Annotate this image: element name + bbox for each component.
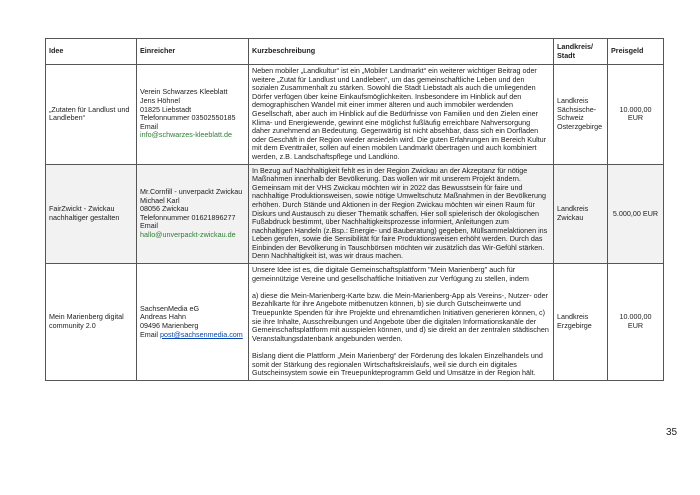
header-idea: Idee (46, 39, 137, 65)
prize-table (45, 38, 664, 381)
description-paragraph: In Bezug auf Nachhaltigkeit fehlt es in der Region Zwickau an der Akzeptanz für nötige Maßnahmen innerhalb der Bevölkerung. Das wollen wir mit unserem Projekt ändern. Gemeinsam mit der VHS Zwickau möchten wir in 2022 das Bewusstsein für faire und nachhaltige Produktionsweisen, sowie nötige Umweltschutz Maßnahmen in der Bevölkerung erhöhen. Durch Stände und Aktionen in der Region Zwickau möchten wir einen Raum für Diskurs und Austausch zu dieser Thematik schaffen. Hier soll spielerisch der ökologischen Fußabdruck bestimmt, über Nachhaltigkeitsprozesse informiert, Anleitungen zum nachhaltigen Handeln (z.Bsp.: Energie- und Bauberatung) gegeben, Müllsammelaktionen ins Leben gerufen, sowie die Sensibilität für faire Produktionsweisen erhöht werden. Durch das Einbinden der Bevölkerung in Tauschbörsen möchten wir zusätzlich das Wir-Gefühl stärken. Denn Nachhaltigkeit ist, was wir draus machen. (252, 165, 548, 261)
cell-district: Landkreis Sächsische-Schweiz Osterzgebirge (554, 65, 608, 165)
submitter-email-label: Email (140, 221, 158, 231)
submitter-person: Jens Höhnel (140, 96, 180, 106)
description-paragraph: Unsere Idee ist es, die digitale Gemeinschaftsplattform "Mein Marienberg" auch für gemeinnützige Vereine und gesellschaftliche Initiativen zur Verfügung zu stellen, indem (252, 265, 529, 283)
table-row (46, 264, 664, 381)
submitter-person: Andreas Hahn (140, 312, 186, 322)
page-number: 35 (666, 427, 678, 438)
cell-prize: 10.000,00 EUR (608, 65, 664, 165)
cell-submitter (137, 65, 249, 165)
submitter-address: 08056 Zwickau (140, 204, 189, 214)
submitter-email[interactable]: post@sachsenmedia.com (159, 329, 243, 339)
submitter-email-line (140, 331, 245, 340)
cell-district: Landkreis Erzgebirge (554, 264, 608, 381)
submitter-email[interactable]: info@schwarzes-kleeblatt.de (140, 130, 232, 140)
table-row (46, 65, 664, 165)
description-paragraph: a) diese die Mein-Marienberg-Karte bzw. die Mein-Marienberg-App als Vereins-, Nutzer- oder Bezahlkarte für ihre Angebote mitbenutzen können, b) sie durch Gutscheinwerte und Treuepunkte Spenden für ihre Projekte und ehrenamtlichen Initiativen generieren können, c) sie ihre Inhalte, Ausschreibungen und Angebote über die digitalen Informationskanäle der Gemeinschaftsplattform mit ausspielen können, und d) sie direkt an der zentralen städtischen Veranstaltungsdatenbank angebunden werden. (252, 290, 549, 343)
submitter-address: 09496 Marienberg (140, 320, 199, 330)
cell-prize: 10.000,00 EUR (608, 264, 664, 381)
submitter-email[interactable]: hallo@unverpackt-zwickau.de (140, 229, 236, 239)
submitter-person: Michael Karl (140, 195, 180, 205)
header-prize: Preisgeld (608, 39, 664, 65)
submitter-phone: Telefonnummer 01621896277 (140, 212, 236, 222)
cell-prize: 5.000,00 EUR (608, 164, 664, 264)
cell-submitter (137, 164, 249, 264)
submitter-email-label: Email (140, 121, 158, 131)
cell-submitter (137, 264, 249, 381)
table-header-row (46, 39, 664, 65)
submitter-phone: Telefonnummer 03502550185 (140, 113, 236, 123)
description-paragraph: Bislang dient die Plattform „Mein Marienberg“ der Förderung des lokalen Einzelhandels und somit der Stärkung des regionalen Wirtschaftskreislaufs, weil sie durch ein digitales Gutscheinsystem sowie ein Treuepunkteprogramm Geld und Umsätze in der Region hält. (252, 351, 543, 378)
submitter-org: Mr.Cornfill - unverpackt Zwickau (140, 187, 243, 197)
cell-description (249, 264, 554, 381)
cell-idea: „Zutaten für Landlust und Landleben“ (46, 65, 137, 165)
cell-district: Landkreis Zwickau (554, 164, 608, 264)
description-paragraph: Neben mobiler „Landkultur“ ist ein „Mobiler Landmarkt“ ein weiterer wichtiger Beitrag oder weitere „Zutat für Landlust und Landleben“, um das gemeinschaftliche Leben und den sozialen Zusammenhalt zu stärken. Sowohl die Stadt Liebstadt als auch die umliegenden Dörfer verfügen über keine Einkaufsmöglichkeiten. Insbesondere im Hinblick auf den demographischen Wandel mit einer immer älteren und auch immobiler werdenden Gesellschaft, aber auch im Hinblick auf die Bedürfnisse von Familien und den Zielen einer Klima- und Energiewende, gewinnt eine möglichst fußläufig erreichbare Nahversorgung daher zunehmend an Bedeutung. Gegenwärtig ist nicht absehbar, dass sich ein Dorfladen oder Geschäft in der Region wieder ansiedeln wird. Die guten Erfahrungen im Bereich Kultur mit dem Eventtrailer, sollen auf einen mobilen Landmarkt übertragen und auch kombiniert werden, z.B. Landschaftspflege und Landkino. (252, 66, 547, 161)
submitter-org: Verein Schwarzes Kleeblatt (140, 87, 228, 97)
submitter-address: 01825 Liebstadt (140, 104, 192, 114)
submitter-org: SachsenMedia eG (140, 303, 200, 313)
header-district: Landkreis/ Stadt (554, 39, 608, 65)
header-submitter: Einreicher (137, 39, 249, 65)
cell-description (249, 65, 554, 165)
header-description: Kurzbeschreibung (249, 39, 554, 65)
table-row (46, 164, 664, 264)
cell-description (249, 164, 554, 264)
cell-idea: Mein Marienberg digital community 2.0 (46, 264, 137, 381)
cell-idea: FairZwickt - Zwickau nachhaltiger gestalten (46, 164, 137, 264)
submitter-email-label: Email (140, 329, 158, 339)
